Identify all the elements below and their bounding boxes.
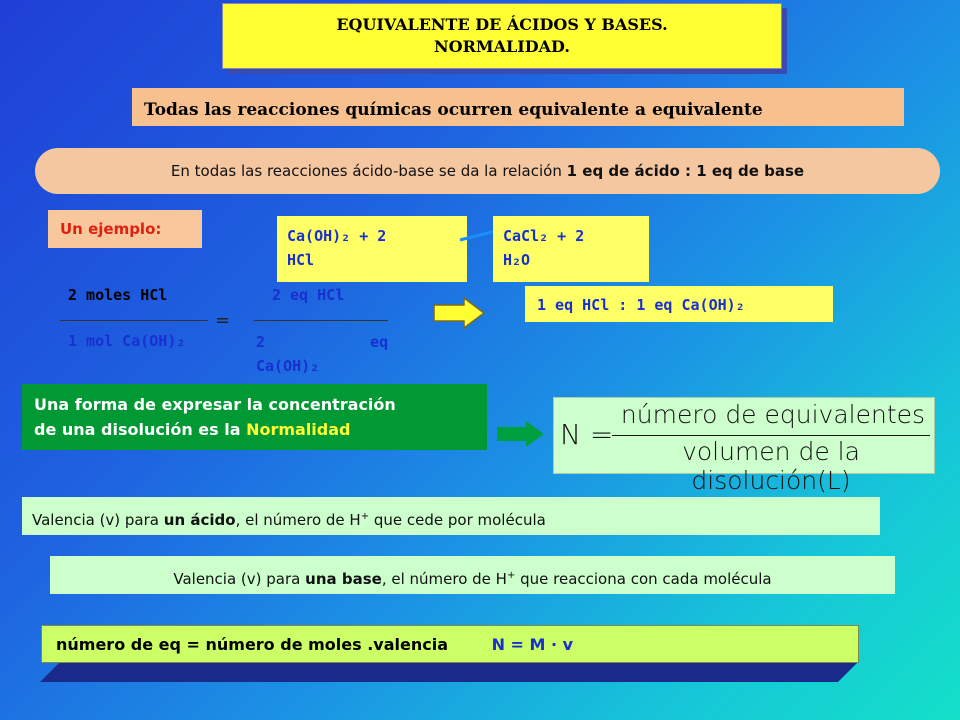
mole-ratio-numerator: 2 moles HCl [68, 286, 168, 304]
right-arrow-icon [432, 296, 486, 330]
equivalent-ratio-denominator [256, 330, 396, 378]
formula-numerator: número de equivalentes [620, 400, 926, 429]
definition-line-1: Una forma de expresar la concentración [34, 395, 396, 414]
fraction-bar [60, 320, 208, 321]
proton-superscript: + [506, 570, 516, 581]
formula-denominator: volumen de la disolución(L) [682, 437, 860, 495]
valence-base-bold: una base [305, 570, 382, 588]
equivalents-text: número de eq = número de moles .valencia [56, 635, 449, 654]
product-line-2: H₂O [503, 251, 531, 269]
title-line-2: NORMALIDAD. [434, 37, 570, 56]
normality-symbol: N = [560, 418, 614, 451]
valence-base-suffix-b: que reacciona con cada molécula [515, 570, 772, 588]
definition-line-2-prefix: de una disolución es la [34, 420, 241, 439]
slide-title [222, 3, 782, 69]
title-line-1: EQUIVALENTE DE ÁCIDOS Y BASES. [336, 15, 668, 34]
normality-definition [22, 384, 487, 450]
equivalence-result: 1 eq HCl : 1 eq Ca(OH)₂ [525, 286, 833, 322]
fraction-bar [612, 435, 930, 436]
reactant-line-1: Ca(OH)₂ + 2 [287, 227, 387, 245]
valence-base-suffix-a: , el número de H [381, 570, 507, 588]
product-box [493, 216, 649, 282]
acid-base-relation-pill [35, 148, 940, 194]
normalidad-highlight: Normalidad [246, 420, 351, 439]
equals-sign: = [215, 310, 231, 331]
fraction-bar [254, 320, 388, 321]
example-label: Un ejemplo: [48, 210, 202, 248]
equivalent-ratio-fraction [254, 286, 404, 382]
equivalent-ratio-numerator: 2 eq HCl [272, 286, 345, 304]
reactant-line-2: HCl [287, 251, 315, 269]
valence-acid-suffix-b: que cede por molécula [369, 511, 546, 529]
den-part-c: Ca(OH)₂ [256, 357, 320, 375]
reactant-box [277, 216, 467, 282]
pill-bold-text: 1 eq de ácido : 1 eq de base [566, 162, 805, 180]
den-part-b: eq [370, 333, 389, 351]
valence-base-prefix: Valencia (v) para [173, 570, 301, 588]
proton-superscript: + [360, 511, 370, 522]
mole-ratio-denominator: 1 mol Ca(OH)₂ [68, 332, 186, 350]
normality-formula [553, 397, 935, 495]
reaction-arrow-icon [458, 228, 498, 244]
valence-acid-prefix: Valencia (v) para [32, 511, 159, 529]
pill-text: En todas las reacciones ácido-base se da la relación [170, 162, 562, 180]
valence-acid-box [22, 497, 880, 535]
valence-base-box [50, 556, 895, 594]
product-line-1: CaCl₂ + 2 [503, 227, 585, 245]
valence-acid-bold: un ácido [163, 511, 236, 529]
equivalents-formula-box [41, 625, 859, 663]
reactions-banner: Todas las reacciones químicas ocurren equivalente a equivalente [132, 88, 904, 126]
valence-acid-suffix-a: , el número de H [235, 511, 361, 529]
green-arrow-icon [496, 420, 546, 448]
definition-line-2 [34, 417, 475, 442]
normality-equation: N = M · v [491, 635, 574, 654]
mole-ratio-fraction [60, 286, 225, 366]
den-part-a: 2 [256, 333, 266, 351]
